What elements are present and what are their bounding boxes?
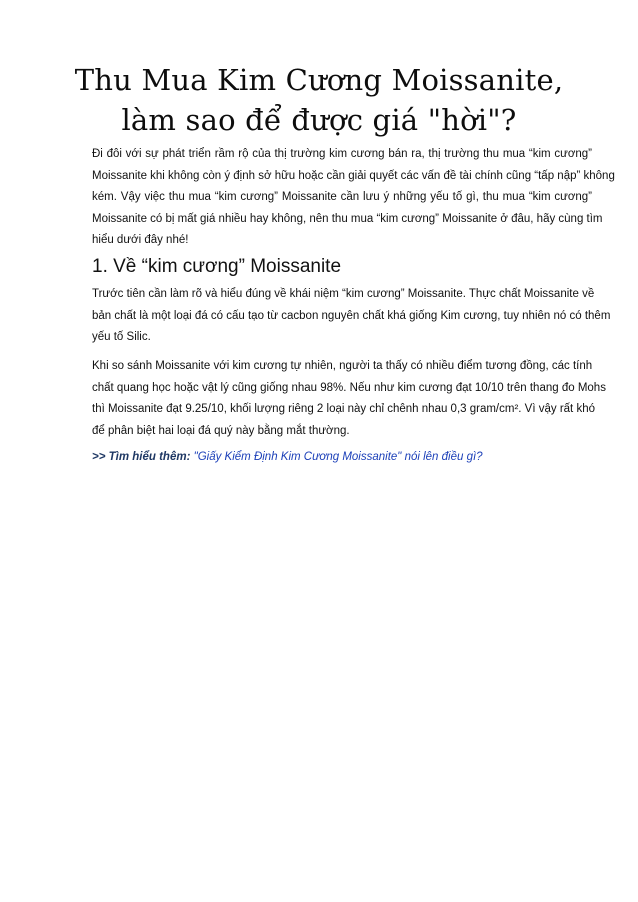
paragraph-line: chất quang học hoặc vật lý cũng giống nhau 98%. Nếu như kim cương đạt 10/10 trên thang đo Mohs (92, 381, 606, 394)
intro-line: Moissanite khi không còn ý định sở hữu hoặc cần giải quyết các vấn đề tài chính cũng “tấp nập” không (92, 169, 615, 182)
intro-paragraph (92, 144, 615, 252)
title-line-1: Thu Mua Kim Cương Moissanite, (74, 63, 564, 97)
paragraph-line: Khi so sánh Moissanite với kim cương tự nhiên, người ta thấy có nhiều điểm tương đồng, các tính (92, 360, 593, 372)
title-line-2: làm sao để được giá "hời"? (121, 103, 517, 137)
paragraph-line: Trước tiên cần làm rõ và hiểu đúng về khái niệm “kim cương” Moissanite. Thực chất Moissanite về (92, 288, 595, 300)
article-title (60, 60, 578, 140)
intro-line: hiểu dưới đây nhé! (92, 234, 189, 246)
read-more-link[interactable]: "Giấy Kiểm Định Kim Cương Moissanite" nói lên điều gì? (193, 451, 483, 463)
read-more-prefix: >> Tìm hiểu thêm: (92, 451, 191, 463)
intro-line: kém. Vậy việc thu mua “kim cương” Moissanite cần lưu ý những yếu tố gì, thu mua “kim cương” (92, 191, 592, 203)
paragraph-line: bản chất là một loại đá có cấu tạo từ cacbon nguyên chất khá giống Kim cương, tuy nhiên nó có thêm (92, 309, 611, 322)
paragraph-line: thì Moissanite đạt 9.25/10, khối lượng riêng 2 loại này chỉ chênh nhau 0,3 gram/cm². Vì vậy rất khó (92, 403, 595, 415)
paragraph-line: yếu tố Silic. (92, 331, 151, 343)
section-heading: 1. Về “kim cương” Moissanite (92, 256, 342, 277)
intro-line: Đi đôi với sự phát triển rầm rộ của thị trường kim cương bán ra, thị trường thu mua “kim cương” (92, 148, 592, 160)
section-paragraph-1 (92, 284, 611, 349)
read-more (92, 447, 483, 469)
intro-line: Moissanite có bị mất giá nhiều hay không, nên thu mua “kim cương” Moissanite ở đâu, hãy cùng tìm (92, 212, 603, 225)
paragraph-line: để phân biệt hai loại đá quý này bằng mắt thường. (92, 424, 350, 437)
section-paragraph-2 (92, 356, 606, 442)
